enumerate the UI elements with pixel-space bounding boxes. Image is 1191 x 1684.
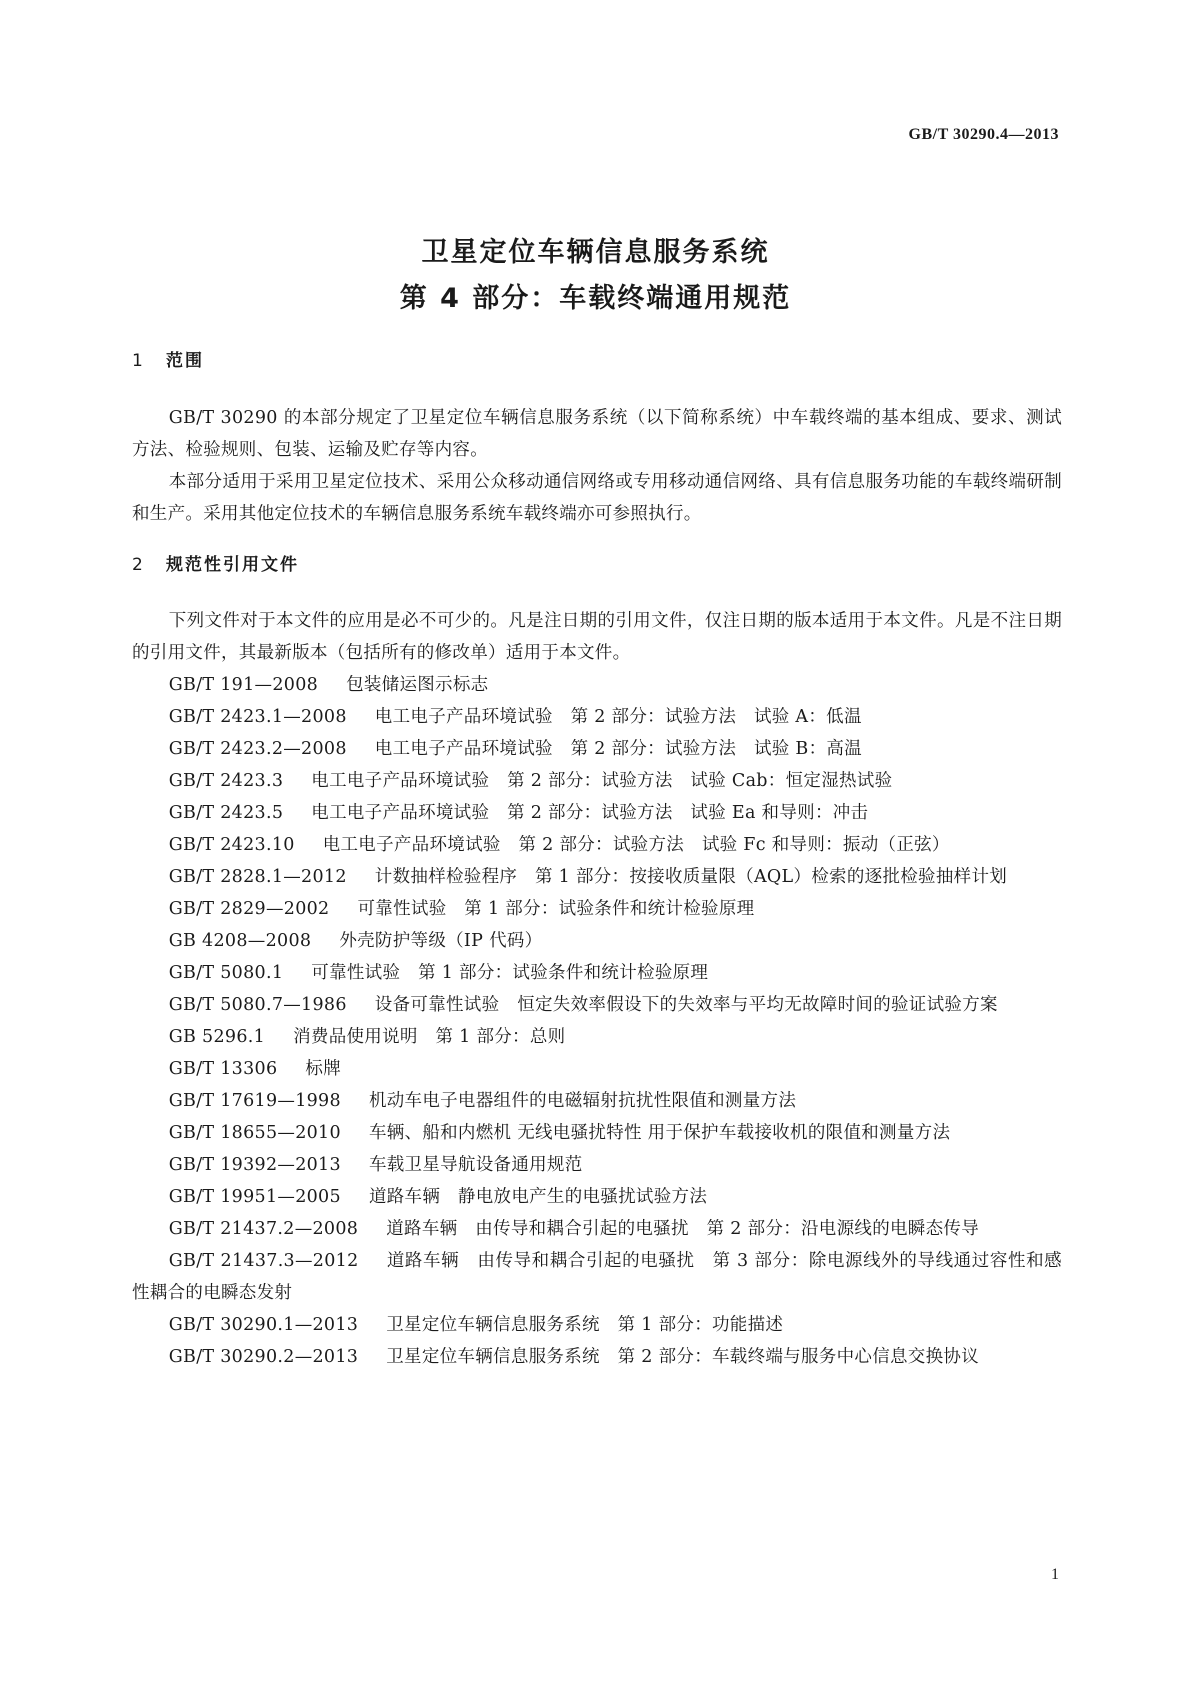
reference-title: 车载卫星导航设备通用规范 [368,1155,583,1175]
reference-code: GB/T 2423.2—2008 [168,739,347,759]
reference-item [132,733,1062,765]
reference-title: 道路车辆 由传导和耦合引起的电骚扰 第 2 部分：沿电源线的电瞬态传导 [386,1219,979,1239]
paragraph: GB/T 30290 的本部分规定了卫星定位车辆信息服务系统（以下简称系统）中车载终端的基本组成、要求、测试方法、检验规则、包装、运输及贮存等内容。 [132,408,1062,460]
reference-title: 电工电子产品环境试验 第 2 部分：试验方法 试验 B：高温 [374,739,862,759]
reference-item [132,701,1062,733]
reference-code: GB/T 21437.2—2008 [168,1219,359,1239]
reference-title: 标牌 [305,1059,342,1079]
reference-code: GB/T 17619—1998 [168,1091,341,1111]
reference-item [132,861,1062,893]
reference-item [132,1213,1062,1245]
reference-item [132,1181,1062,1213]
section-title: 规范性引用文件 [166,555,299,575]
reference-item [132,1341,1062,1373]
reference-code: GB 4208—2008 [168,931,312,951]
reference-item [132,1149,1062,1181]
reference-code: GB/T 2423.5 [168,803,284,823]
section-number: 2 [132,555,145,575]
reference-item [132,957,1062,989]
reference-title: 包装储运图示标志 [346,675,489,695]
reference-title: 机动车电子电器组件的电磁辐射抗扰性限值和测量方法 [368,1091,797,1111]
reference-title: 电工电子产品环境试验 第 2 部分：试验方法 试验 Cab：恒定湿热试验 [311,771,893,791]
reference-item [132,1021,1062,1053]
reference-code: GB/T 5080.1 [168,963,284,983]
reference-code: GB/T 21437.3—2012 [168,1251,359,1271]
reference-code: GB/T 19392—2013 [168,1155,341,1175]
reference-code: GB/T 30290.1—2013 [168,1315,359,1335]
reference-code: GB/T 18655—2010 [168,1123,341,1143]
reference-code: GB/T 13306 [168,1059,278,1079]
reference-item [132,1245,1062,1309]
reference-item [132,1117,1062,1149]
reference-title: 可靠性试验 第 1 部分：试验条件和统计检验原理 [357,899,755,919]
reference-code: GB/T 19951—2005 [168,1187,341,1207]
reference-title: 设备可靠性试验 恒定失效率假设下的失效率与平均无故障时间的验证试验方案 [374,995,998,1015]
reference-title: 外壳防护等级（IP 代码） [339,931,543,951]
section-1-body [132,402,1062,530]
document-title-line-2: 第 4 部分：车载终端通用规范 [399,283,792,314]
section-2-body [132,605,1062,1373]
reference-item [132,1053,1062,1085]
reference-code: GB/T 191—2008 [168,675,319,695]
reference-item [132,797,1062,829]
reference-title: 计数抽样检验程序 第 1 部分：按接收质量限（AQL）检索的逐批检验抽样计划 [374,867,1008,887]
reference-title: 可靠性试验 第 1 部分：试验条件和统计检验原理 [311,963,709,983]
reference-code: GB 5296.1 [168,1027,266,1047]
reference-code: GB/T 30290.2—2013 [168,1347,359,1367]
reference-title: 电工电子产品环境试验 第 2 部分：试验方法 试验 A：低温 [374,707,862,727]
reference-title: 电工电子产品环境试验 第 2 部分：试验方法 试验 Ea 和导则：冲击 [311,803,869,823]
reference-item [132,765,1062,797]
page-number: 1 [1051,1566,1059,1583]
reference-title: 车辆、船和内燃机 无线电骚扰特性 用于保护车载接收机的限值和测量方法 [368,1123,951,1143]
reference-item [132,1309,1062,1341]
standard-code: GB/T 30290.4—2013 [908,126,1059,143]
reference-item [132,1085,1062,1117]
section-1-heading [132,346,204,371]
reference-title: 电工电子产品环境试验 第 2 部分：试验方法 试验 Fc 和导则：振动（正弦） [322,835,950,855]
reference-title: 道路车辆 由传导和耦合引起的电骚扰 第 3 部分：除电源线外的导线通过容性和感性耦合的电瞬态发射 [132,1251,1062,1303]
section-2-heading [132,550,299,575]
document-title-line-1: 卫星定位车辆信息服务系统 [421,237,770,268]
reference-code: GB/T 2829—2002 [168,899,330,919]
reference-code: GB/T 2423.1—2008 [168,707,347,727]
reference-item [132,925,1062,957]
reference-code: GB/T 2828.1—2012 [168,867,347,887]
reference-item [132,829,1062,861]
reference-item [132,669,1062,701]
section-title: 范围 [166,351,204,371]
reference-title: 消费品使用说明 第 1 部分：总则 [293,1027,566,1047]
reference-title: 道路车辆 静电放电产生的电骚扰试验方法 [368,1187,708,1207]
reference-title: 卫星定位车辆信息服务系统 第 2 部分：车载终端与服务中心信息交换协议 [386,1347,979,1367]
section-number: 1 [132,351,145,371]
reference-code: GB/T 2423.3 [168,771,284,791]
reference-title: 卫星定位车辆信息服务系统 第 1 部分：功能描述 [386,1315,784,1335]
reference-code: GB/T 2423.10 [168,835,295,855]
paragraph: 下列文件对于本文件的应用是必不可少的。凡是注日期的引用文件，仅注日期的版本适用于本文件。凡是不注日期的引用文件，其最新版本（包括所有的修改单）适用于本文件。 [132,611,1062,663]
reference-code: GB/T 5080.7—1986 [168,995,347,1015]
paragraph: 本部分适用于采用卫星定位技术、采用公众移动通信网络或专用移动通信网络、具有信息服务功能的车载终端研制和生产。采用其他定位技术的车辆信息服务系统车载终端亦可参照执行。 [132,472,1062,524]
reference-list [132,669,1062,1373]
reference-item [132,893,1062,925]
reference-item [132,989,1062,1021]
